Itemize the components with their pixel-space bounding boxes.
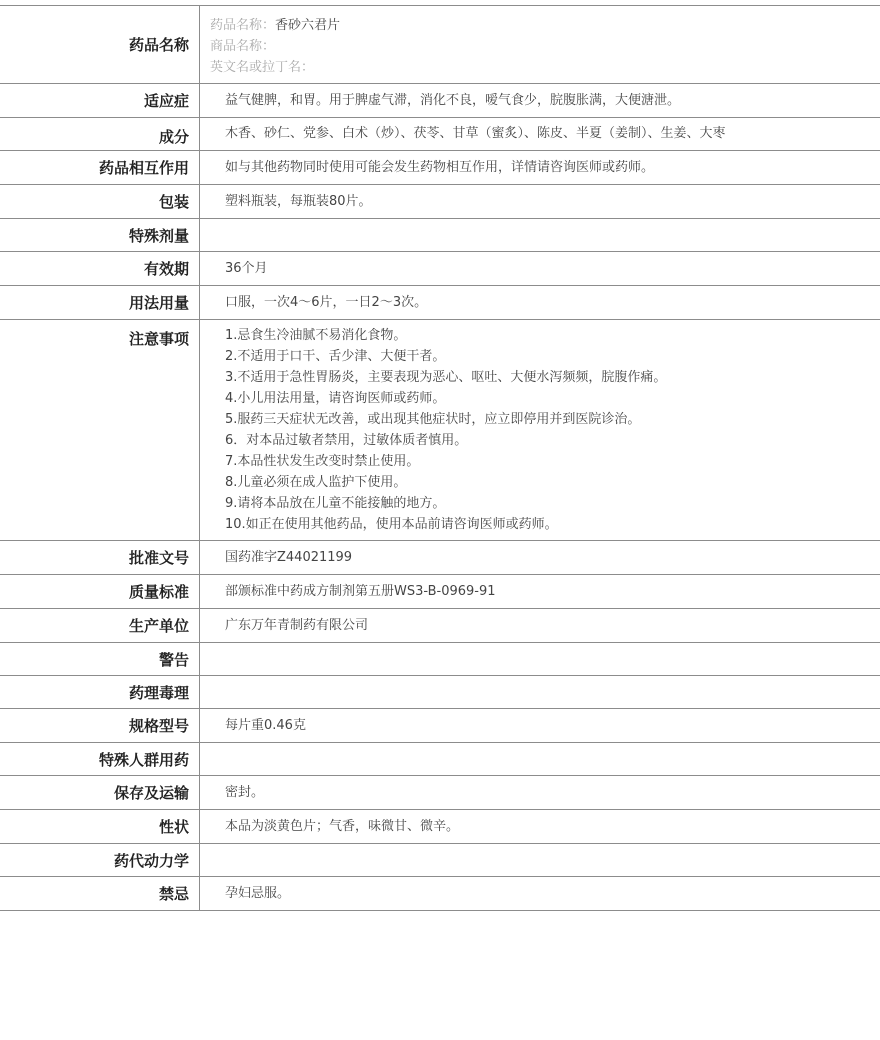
row-contraindications	[0, 877, 880, 911]
row-value: 每片重0.46克	[225, 718, 306, 733]
row-value: 本品为淡黄色片；气香，味微甘、微辛。	[225, 819, 460, 834]
drug-name-label: 药品名称：	[210, 18, 276, 33]
row-approval	[0, 541, 880, 575]
row-drug-name	[0, 6, 880, 84]
list-item: 5.服药三天症状无改善，或出现其他症状时，应立即停用并到医院诊治。	[225, 412, 641, 427]
row-value: 塑料瓶装，每瓶装80片。	[225, 194, 372, 209]
drug-name-value: 香砂六君片	[275, 18, 341, 33]
row-value	[200, 676, 880, 708]
row-label: 生产单位	[0, 609, 200, 642]
row-ingredients	[0, 118, 880, 151]
list-item: 10.如正在使用其他药品，使用本品前请咨询医师或药师。	[225, 517, 558, 532]
row-label: 药品相互作用	[0, 151, 200, 184]
row-value	[200, 743, 880, 775]
row-label: 包装	[0, 185, 200, 218]
list-item: 9.请将本品放在儿童不能接触的地方。	[225, 496, 446, 511]
precautions-list	[200, 320, 880, 540]
list-item: 3.不适用于急性胃肠炎，主要表现为恶心、呕吐、大便水泻频频，脘腹作痛。	[225, 370, 667, 385]
row-indication	[0, 84, 880, 118]
row-label: 药品名称	[0, 6, 200, 83]
row-value: 部颁标准中药成方制剂第五册WS3-B-0969-91	[225, 584, 496, 599]
list-item: 1.忌食生冷油腻不易消化食物。	[225, 328, 407, 343]
row-label: 保存及运输	[0, 776, 200, 809]
row-package	[0, 185, 880, 219]
drug-name-line	[210, 15, 340, 36]
row-label: 规格型号	[0, 709, 200, 742]
row-standard	[0, 575, 880, 609]
row-special-dose	[0, 219, 880, 252]
drug-info-table	[0, 5, 880, 911]
row-value	[200, 643, 880, 675]
row-label: 适应症	[0, 84, 200, 117]
row-warning	[0, 643, 880, 676]
row-pharmacokinetics	[0, 844, 880, 877]
row-spec	[0, 709, 880, 743]
row-label: 批准文号	[0, 541, 200, 574]
row-label: 有效期	[0, 252, 200, 285]
row-label: 药理毒理	[0, 676, 200, 708]
row-pharmacology	[0, 676, 880, 709]
row-value: 如与其他药物同时使用可能会发生药物相互作用，详情请咨询医师或药师。	[225, 160, 655, 175]
row-appearance	[0, 810, 880, 844]
row-interactions	[0, 151, 880, 185]
row-label: 警告	[0, 643, 200, 675]
drug-name-block	[200, 6, 350, 83]
trade-name-label: 商品名称：	[210, 39, 276, 54]
row-label: 特殊剂量	[0, 219, 200, 251]
row-precautions	[0, 320, 880, 541]
row-label: 质量标准	[0, 575, 200, 608]
list-item: 6．对本品过敏者禁用，过敏体质者慎用。	[225, 433, 468, 448]
row-special-population	[0, 743, 880, 776]
row-value	[200, 219, 880, 251]
row-value: 36个月	[225, 261, 268, 276]
row-value: 口服，一次4～6片，一日2～3次。	[225, 295, 428, 310]
row-label: 成分	[0, 118, 200, 150]
row-value: 广东万年青制药有限公司	[225, 618, 369, 633]
row-label: 性状	[0, 810, 200, 843]
list-item: 2.不适用于口干、舌少津、大便干者。	[225, 349, 446, 364]
row-manufacturer	[0, 609, 880, 643]
row-value: 木香、砂仁、党参、白术（炒）、茯苓、甘草（蜜炙）、陈皮、半夏（姜制）、生姜、大枣	[225, 126, 726, 141]
list-item: 4.小儿用法用量，请咨询医师或药师。	[225, 391, 446, 406]
row-value	[200, 844, 880, 876]
list-item: 7.本品性状发生改变时禁止使用。	[225, 454, 420, 469]
row-label: 用法用量	[0, 286, 200, 319]
list-item: 8.儿童必须在成人监护下使用。	[225, 475, 407, 490]
row-label: 注意事项	[0, 320, 200, 540]
row-storage	[0, 776, 880, 810]
row-label: 禁忌	[0, 877, 200, 910]
row-label: 药代动力学	[0, 844, 200, 876]
row-usage	[0, 286, 880, 320]
row-value: 孕妇忌服。	[225, 886, 291, 901]
row-value: 国药准字Z44021199	[225, 550, 353, 565]
row-validity	[0, 252, 880, 286]
row-value: 益气健脾，和胃。用于脾虚气滞，消化不良，嗳气食少，脘腹胀满，大便溏泄。	[225, 93, 681, 108]
english-name-label: 英文名或拉丁名：	[210, 60, 315, 75]
row-value: 密封。	[225, 785, 265, 800]
row-label: 特殊人群用药	[0, 743, 200, 775]
